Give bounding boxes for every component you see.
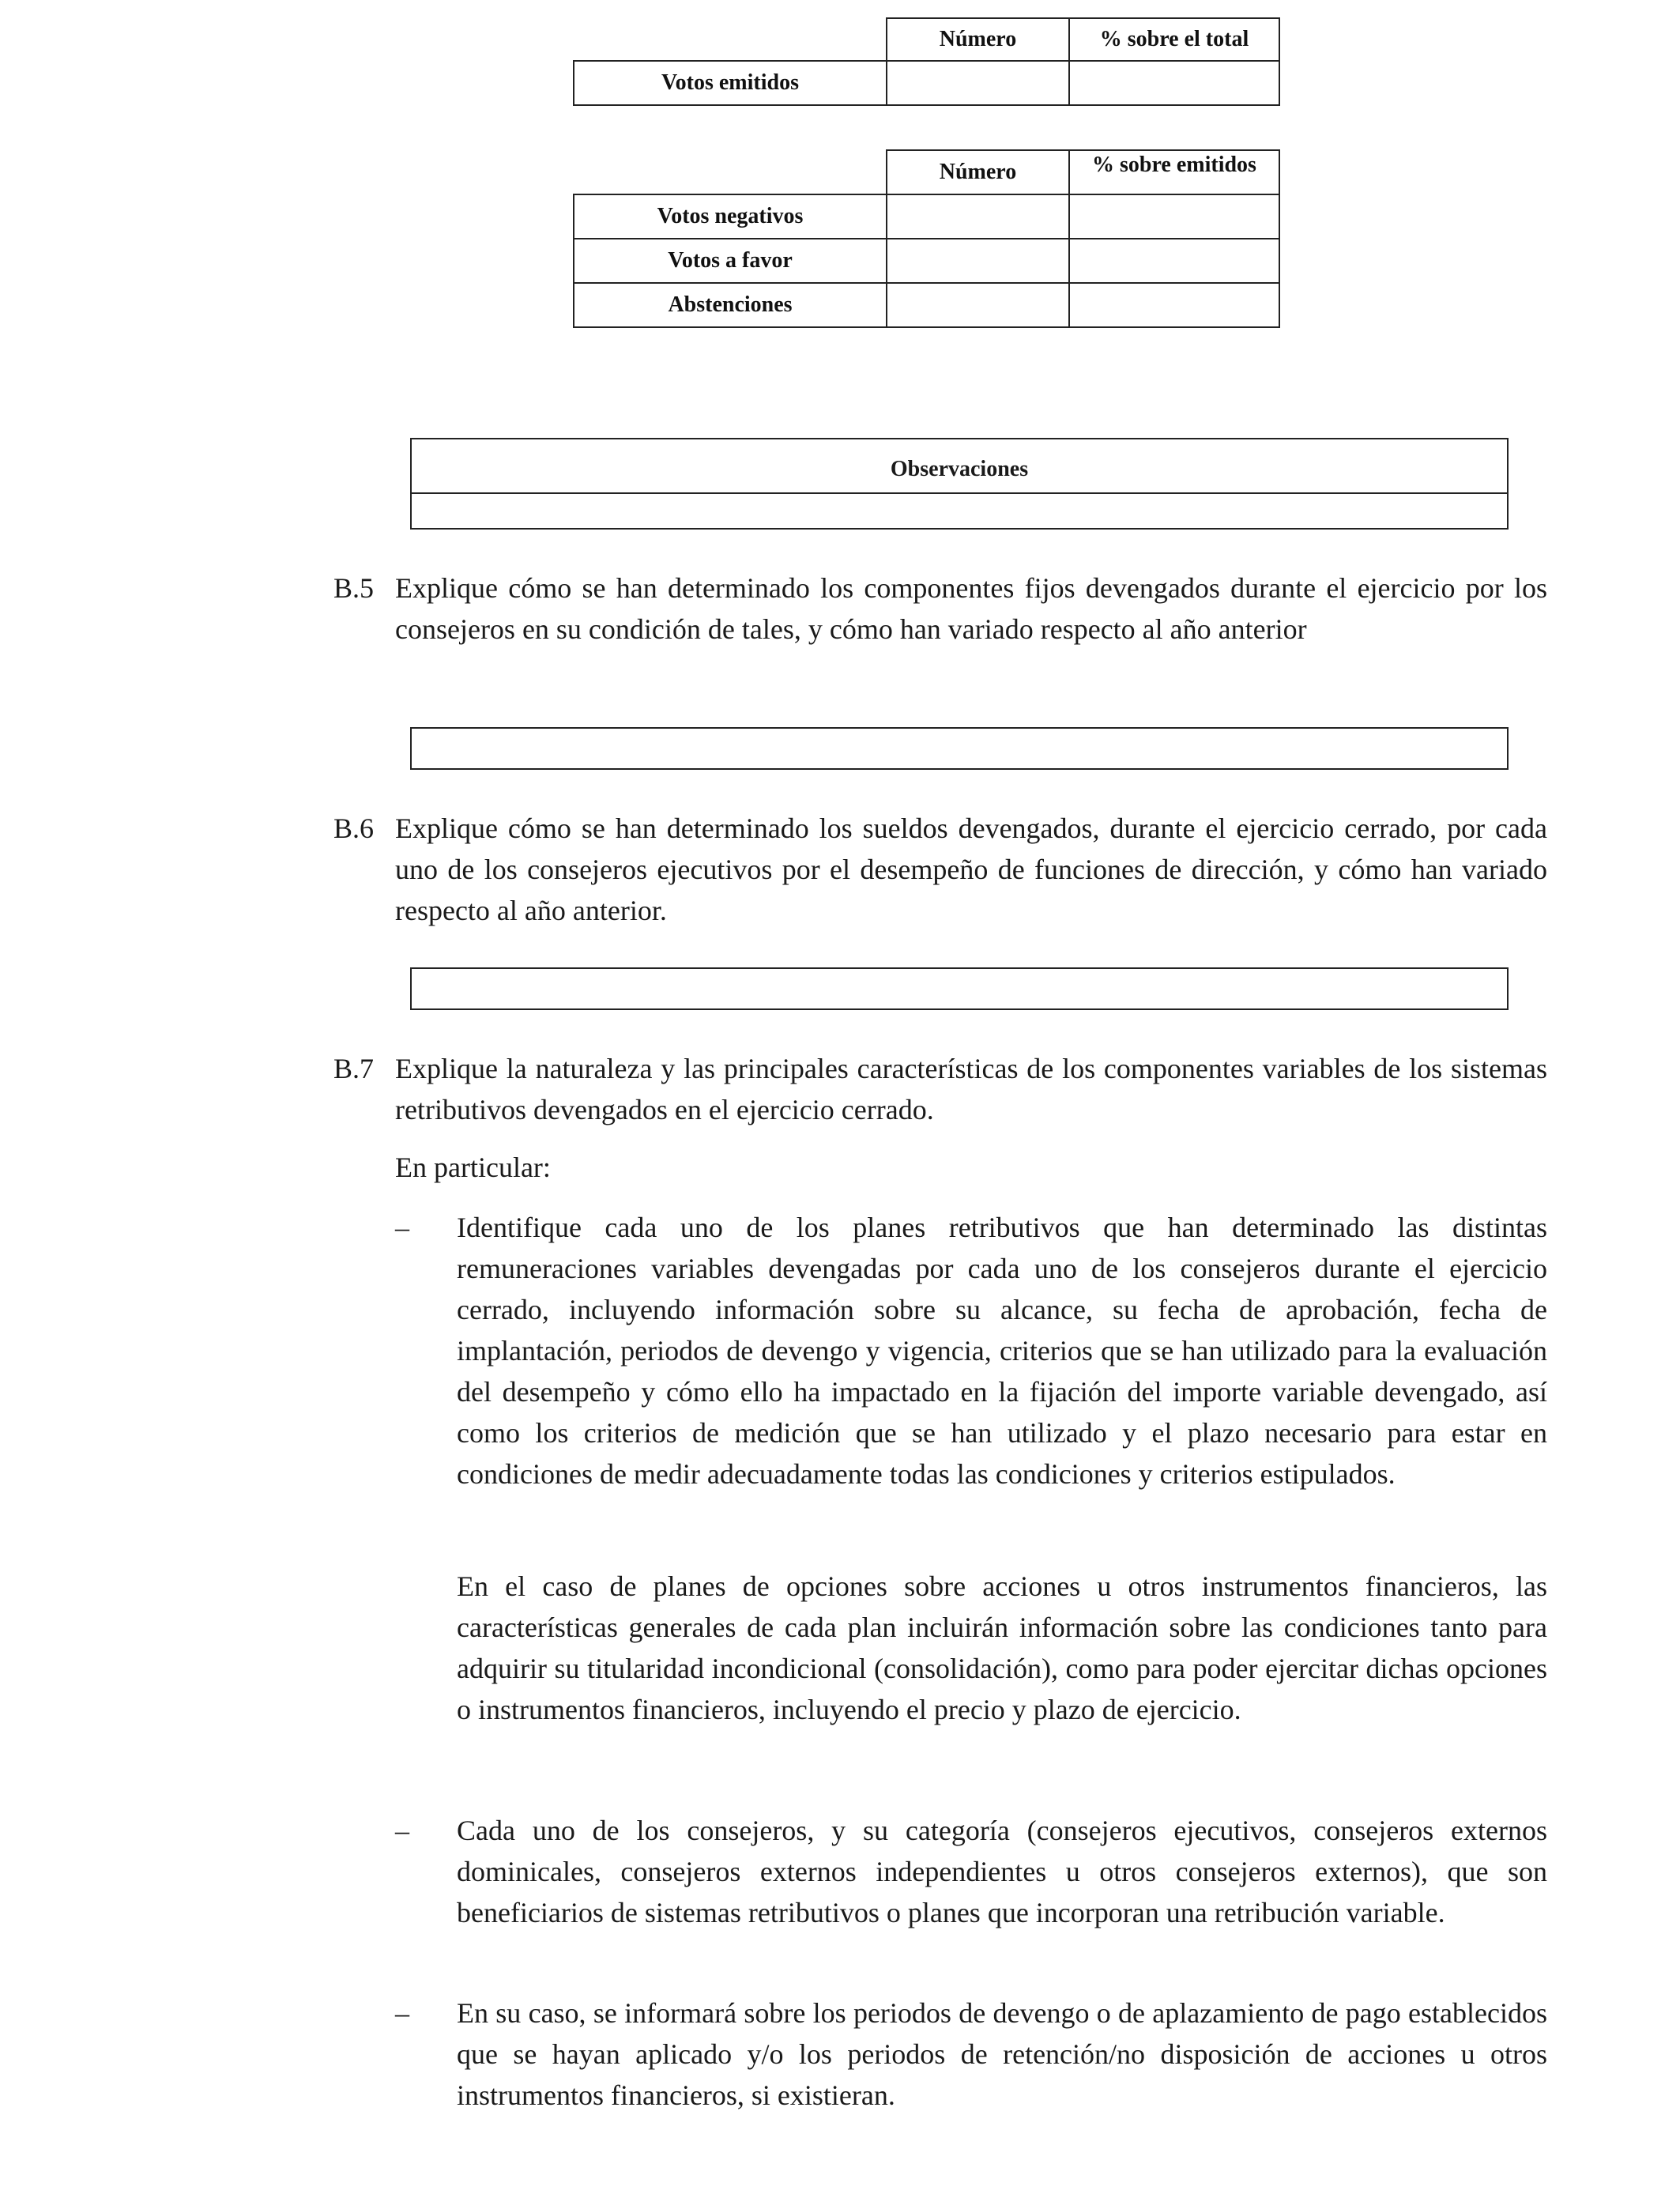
col-header-numero: Número	[887, 18, 1069, 61]
cell-votos-emitidos-numero	[887, 61, 1069, 105]
cell-votos-negativos-pct	[1069, 194, 1279, 239]
row-label-abstenciones: Abstenciones	[574, 283, 887, 327]
cell-votos-negativos-numero	[887, 194, 1069, 239]
bullet-marker: –	[395, 1212, 409, 1243]
observaciones-divider	[412, 492, 1507, 494]
row-label-votos-negativos: Votos negativos	[574, 194, 887, 239]
section-intro-b7: En particular:	[395, 1152, 551, 1183]
section-text-b6: Explique cómo se han determinado los sueldos devengados, durante el ejercicio cerrado, por cada uno de los consejeros ejecutivos por el desempeño de funciones de dirección, y cómo han variado respecto al año anterior.	[395, 812, 1547, 926]
cell-votos-a-favor-pct	[1069, 239, 1279, 283]
observaciones-title: Observaciones	[890, 457, 1029, 481]
votes-total-table	[573, 17, 1280, 106]
bullet-marker: –	[395, 1997, 409, 2029]
bullet-text-2: Cada uno de los consejeros, y su categoría (consejeros ejecutivos, consejeros externos dominicales, consejeros externos independientes u otros consejeros externos), que son beneficiarios de sistemas retributivos o planes que incorporan una retribución variable.	[457, 1815, 1547, 1928]
bullet-text-1-extra: En el caso de planes de opciones sobre acciones u otros instrumentos financieros, las características generales de cada plan incluirán información sobre las condiciones tanto para adquirir su titularidad incondicional (consolidación), como para poder ejercitar dichas opciones o instrumentos financieros, incluyendo el precio y plazo de ejercicio.	[457, 1570, 1547, 1725]
col-header-pct-total: % sobre el total	[1069, 18, 1279, 61]
bullet-marker: –	[395, 1815, 409, 1846]
answer-box-b6[interactable]	[410, 967, 1509, 1010]
section-number-b7: B.7	[333, 1053, 375, 1084]
row-label-votos-a-favor: Votos a favor	[574, 239, 887, 283]
section-text-b5: Explique cómo se han determinado los componentes fijos devengados durante el ejercicio por los consejeros en su condición de tales, y cómo han variado respecto al año anterior	[395, 572, 1547, 645]
col-header-numero: Número	[887, 150, 1069, 194]
votes-emitidos-table	[573, 149, 1280, 328]
section-number-b5: B.5	[333, 572, 375, 604]
row-label-votos-emitidos: Votos emitidos	[574, 61, 887, 105]
table-corner	[574, 18, 887, 61]
col-header-pct-emitidos: % sobre emitidos	[1069, 150, 1279, 194]
bullet-text-1: Identifique cada uno de los planes retributivos que han determinado las distintas remuneraciones variables devengadas por cada uno de los consejeros durante el ejercicio cerrado, incluyendo información sobre su alcance, su fecha de aprobación, fecha de implantación, periodos de devengo y vigencia, criterios que se han utilizado para la evaluación del desempeño y cómo ello ha impactado en la fijación del importe variable devengado, así como los criterios de medición que se han utilizado y el plazo necesario para estar en condiciones de medir adecuadamente todas las condiciones y criterios estipulados.	[457, 1212, 1547, 1490]
observaciones-content[interactable]	[420, 496, 1499, 526]
section-text-b7: Explique la naturaleza y las principales características de los componentes variables de los sistemas retributivos devengados en el ejercicio cerrado.	[395, 1053, 1547, 1125]
cell-abstenciones-numero	[887, 283, 1069, 327]
cell-abstenciones-pct	[1069, 283, 1279, 327]
observaciones-box	[410, 438, 1509, 530]
answer-box-b5[interactable]	[410, 727, 1509, 770]
section-number-b6: B.6	[333, 812, 375, 844]
cell-votos-a-favor-numero	[887, 239, 1069, 283]
table-corner	[574, 150, 887, 194]
cell-votos-emitidos-pct	[1069, 61, 1279, 105]
bullet-text-3: En su caso, se informará sobre los periodos de devengo o de aplazamiento de pago establecidos que se hayan aplicado y/o los periodos de retención/no disposición de acciones u otros instrumentos financieros, si existieran.	[457, 1997, 1547, 2111]
